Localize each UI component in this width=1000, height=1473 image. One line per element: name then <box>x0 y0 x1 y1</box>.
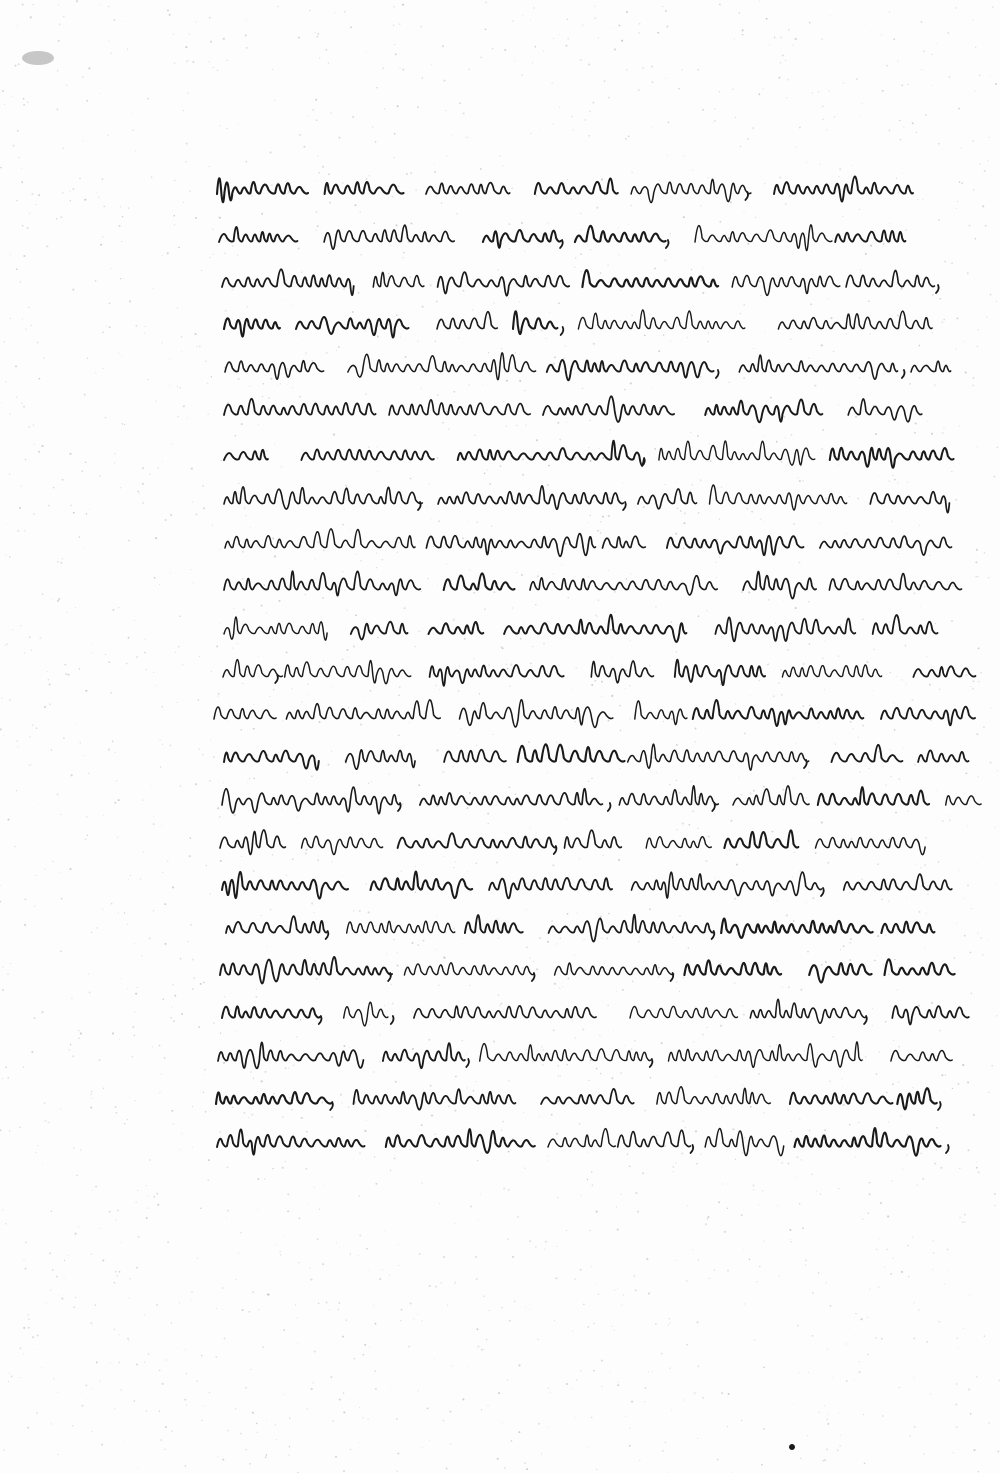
handwritten-line <box>224 396 922 422</box>
punctuation-mark <box>391 1016 394 1024</box>
punctuation-mark <box>902 370 905 378</box>
handwritten-line <box>219 225 905 251</box>
handwritten-line <box>225 353 951 380</box>
handwritten-word <box>414 1006 596 1018</box>
handwritten-word <box>224 487 422 509</box>
handwritten-word <box>750 999 866 1023</box>
handwritten-word <box>675 660 765 685</box>
handwritten-word <box>348 353 536 380</box>
handwritten-line <box>223 660 976 686</box>
handwritten-word <box>844 874 952 890</box>
handwritten-line <box>220 957 955 983</box>
handwritten-word <box>628 744 809 770</box>
handwritten-word <box>222 1006 320 1018</box>
handwritten-word <box>705 399 822 422</box>
handwritten-word <box>809 963 871 982</box>
handwritten-word <box>480 1044 651 1061</box>
handwritten-line <box>224 615 938 642</box>
handwritten-line <box>217 1128 949 1155</box>
handwritten-word <box>285 661 411 684</box>
handwritten-line <box>226 915 934 942</box>
punctuation-mark <box>608 803 611 811</box>
handwritten-word <box>371 872 473 898</box>
handwritten-word <box>835 230 905 242</box>
handwritten-line <box>225 529 952 556</box>
handwritten-word <box>591 661 653 683</box>
handwritten-word <box>733 786 809 805</box>
handwritten-word <box>830 448 954 468</box>
handwritten-word <box>301 449 433 460</box>
handwritten-word <box>774 177 913 202</box>
handwritten-word <box>603 536 646 548</box>
handwritten-word <box>721 919 872 938</box>
handwritten-word <box>389 400 530 415</box>
handwritten-word <box>458 441 644 466</box>
handwritten-word <box>504 615 686 642</box>
handwritten-word <box>404 963 533 975</box>
handwritten-word <box>220 830 285 854</box>
handwritten-word <box>296 317 409 337</box>
handwritten-line <box>222 786 981 814</box>
handwritten-line <box>220 830 925 855</box>
punctuation-mark <box>466 1059 469 1067</box>
handwritten-word <box>892 1006 969 1025</box>
handwritten-word <box>483 230 561 248</box>
handwritten-word <box>739 355 897 379</box>
handwritten-word <box>619 786 718 805</box>
handwritten-word <box>344 1002 388 1026</box>
handwritten-line <box>217 177 913 203</box>
handwritten-word <box>223 660 283 677</box>
handwritten-line <box>214 700 975 728</box>
handwritten-word <box>816 837 926 854</box>
handwritten-word <box>324 225 454 249</box>
handwritten-word <box>286 700 440 719</box>
handwritten-word <box>848 399 922 422</box>
handwritten-word <box>430 665 564 686</box>
handwritten-word <box>565 830 622 848</box>
handwritten-word <box>790 1093 893 1104</box>
handwritten-word <box>535 179 618 194</box>
handwritten-word <box>465 915 523 933</box>
handwritten-word <box>444 750 506 762</box>
handwritten-word <box>885 959 955 975</box>
handwritten-word <box>541 1089 634 1104</box>
handwritten-word <box>891 1051 952 1061</box>
handwritten-word <box>897 1088 936 1109</box>
handwritten-word <box>638 489 697 509</box>
handwritten-word <box>429 622 484 634</box>
handwritten-line <box>222 872 952 899</box>
handwritten-word <box>555 963 674 975</box>
handwritten-word <box>659 441 815 465</box>
handwritten-word <box>549 915 714 942</box>
handwritten-word <box>347 921 455 933</box>
handwritten-word <box>543 396 674 422</box>
punctuation-mark <box>936 285 939 293</box>
handwritten-word <box>530 576 717 595</box>
punctuation-mark <box>938 1102 941 1110</box>
punctuation-mark <box>712 803 715 811</box>
handwritten-word <box>715 617 855 641</box>
punctuation-mark <box>745 192 748 200</box>
punctuation-mark <box>716 370 719 378</box>
handwritten-word <box>667 536 804 555</box>
handwritten-word <box>373 272 424 287</box>
handwritten-word <box>724 830 798 848</box>
handwritten-word <box>426 534 595 557</box>
handwritten-word <box>325 182 404 194</box>
handwritten-word <box>354 1089 516 1109</box>
handwritten-word <box>222 787 400 814</box>
handwritten-word <box>217 178 308 202</box>
handwritten-word <box>219 227 297 242</box>
handwritten-word <box>646 837 711 848</box>
handwritten-line <box>218 1042 952 1068</box>
handwritten-word <box>832 745 903 762</box>
handwritten-line <box>216 1087 941 1110</box>
handwritten-word <box>217 1129 365 1154</box>
handwritten-word <box>881 922 934 933</box>
handwritten-word <box>820 536 952 555</box>
handwritten-word <box>795 1128 941 1155</box>
handwritten-word <box>346 750 415 769</box>
handwritten-word <box>302 836 383 854</box>
handwritten-word <box>705 1129 784 1156</box>
handwritten-word <box>225 529 415 548</box>
handwritten-word <box>911 361 951 372</box>
handwritten-word <box>398 833 557 848</box>
handwritten-word <box>218 1042 363 1068</box>
handwritten-word <box>918 750 968 762</box>
punctuation-mark <box>275 675 278 683</box>
handwritten-word <box>216 1092 332 1104</box>
handwritten-word <box>743 572 816 599</box>
handwritten-word <box>695 225 832 251</box>
handwritten-word <box>732 275 840 295</box>
handwritten-word <box>881 707 975 726</box>
handwritten-word <box>518 744 625 762</box>
handwritten-word <box>657 1087 770 1104</box>
handwritten-word <box>351 622 408 640</box>
handwritten-word <box>224 751 319 770</box>
handwritten-word <box>438 272 570 296</box>
handwritten-word <box>818 787 929 805</box>
handwritten-word <box>224 399 376 415</box>
handwritten-word <box>630 1006 738 1018</box>
handwritten-word <box>913 666 975 677</box>
handwritten-word <box>444 573 515 590</box>
handwritten-line <box>224 744 969 770</box>
handwritten-word <box>224 571 420 595</box>
handwritten-word <box>460 700 613 728</box>
handwritten-word <box>669 1042 863 1067</box>
handwritten-word <box>578 310 744 329</box>
handwritten-word <box>873 615 938 634</box>
handwritten-word <box>631 179 751 202</box>
handwritten-word <box>778 311 932 329</box>
handwritten-word <box>635 701 687 725</box>
handwritten-word <box>489 878 612 898</box>
handwritten-line <box>222 999 969 1026</box>
handwritten-word <box>547 360 714 380</box>
handwritten-word <box>437 312 497 329</box>
handwritten-line <box>224 485 949 513</box>
handwritten-word <box>222 269 354 295</box>
handwritten-word <box>224 450 268 460</box>
handwritten-line <box>222 269 939 295</box>
handwritten-word <box>224 617 327 640</box>
handwritten-word <box>225 361 324 379</box>
handwritten-line <box>224 310 932 337</box>
handwritten-word <box>632 872 822 898</box>
handwritten-word <box>224 318 280 336</box>
handwritten-word <box>513 311 557 334</box>
handwritten-word <box>575 226 666 242</box>
handwritten-word <box>386 1129 535 1153</box>
handwritten-word <box>214 707 276 719</box>
handwritten-word <box>684 960 781 975</box>
handwritten-word <box>846 271 934 287</box>
handwritten-word <box>693 700 864 726</box>
handwritten-word <box>226 916 327 933</box>
handwritten-word <box>946 796 981 805</box>
handwritten-line <box>224 441 954 468</box>
handwritten-word <box>782 665 881 677</box>
handwritten-word <box>383 1043 465 1068</box>
handwritten-word <box>870 492 949 513</box>
handwritten-line <box>224 571 962 598</box>
punctuation-mark <box>561 327 564 335</box>
handwritten-word <box>548 1129 615 1147</box>
handwritten-word <box>222 872 348 899</box>
handwritten-word <box>582 270 718 287</box>
handwritten-word <box>426 183 510 194</box>
handwritten-word <box>710 485 847 510</box>
handwritten-word <box>618 1130 691 1147</box>
punctuation-mark <box>946 1145 949 1153</box>
handwritten-word <box>829 574 961 590</box>
handwritten-word <box>420 789 603 805</box>
handwritten-word <box>220 957 392 983</box>
handwritten-word <box>438 486 623 509</box>
